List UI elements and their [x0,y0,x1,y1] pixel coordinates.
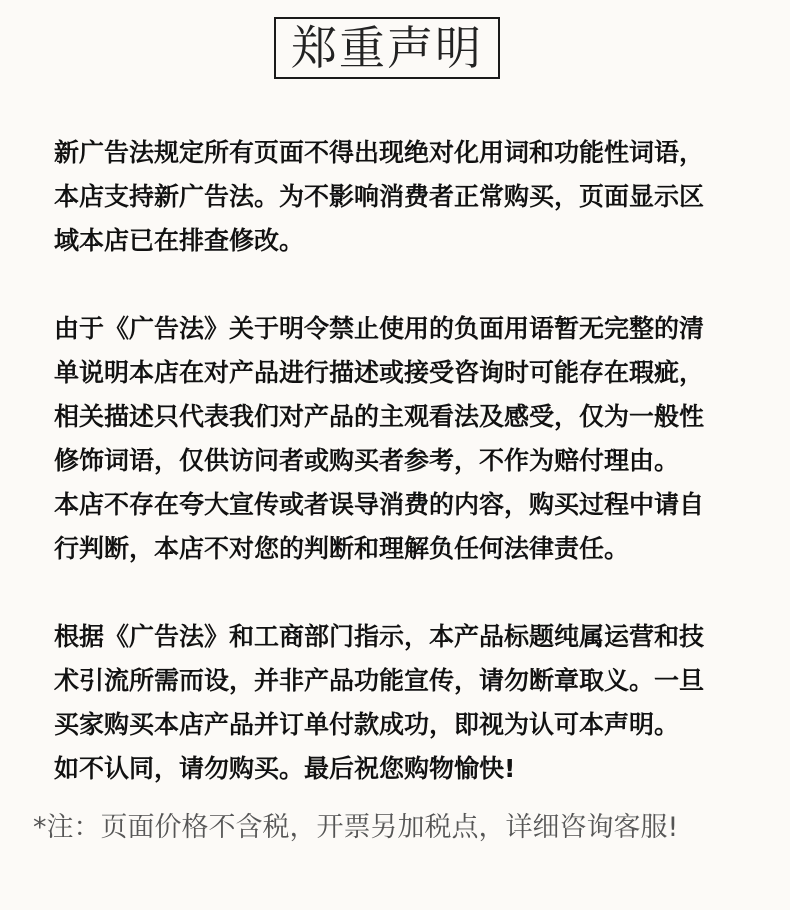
paragraph-line: 根据《广告法》和工商部门指示，本产品标题纯属运营和技 [54,622,705,651]
paragraph-1 [54,131,754,263]
paragraph-line: 由于《广告法》关于明令禁止使用的负面用语暂无完整的清 [54,314,705,343]
paragraph-line: 修饰词语，仅供访问者或购买者参考，不作为赔付理由。 [54,446,680,475]
paragraph-2 [54,307,754,571]
paragraph-line: 买家购买本店产品并订单付款成功，即视为认可本声明。 [54,710,680,739]
footnote: *注：页面价格不含税，开票另加税点，详细咨询客服! [33,812,679,843]
paragraph-3 [54,615,754,791]
paragraph-line: 域本店已在排查修改。 [54,226,305,255]
paragraph-spacer [54,263,754,307]
paragraph-line: 新广告法规定所有页面不得出现绝对化用词和功能性词语， [54,138,705,167]
paragraph-line: 术引流所需而设，并非产品功能宣传，请勿断章取义。一旦 [54,666,705,695]
paragraph-line: 相关描述只代表我们对产品的主观看法及感受，仅为一般性 [54,402,705,431]
paragraph-line: 单说明本店在对产品进行描述或接受咨询时可能存在瑕疵， [54,358,705,387]
statement-body [54,131,754,791]
paragraph-line: 如不认同，请勿购买。最后祝您购物愉快! [54,754,516,783]
page-title: 郑重声明 [291,21,483,75]
paragraph-line: 行判断，本店不对您的判断和理解负任何法律责任。 [54,534,630,563]
title-box [274,17,500,79]
paragraph-spacer [54,571,754,615]
paragraph-line: 本店不存在夸大宣传或者误导消费的内容，购买过程中请自 [54,490,705,519]
paragraph-line: 本店支持新广告法。为不影响消费者正常购买，页面显示区 [54,182,705,211]
